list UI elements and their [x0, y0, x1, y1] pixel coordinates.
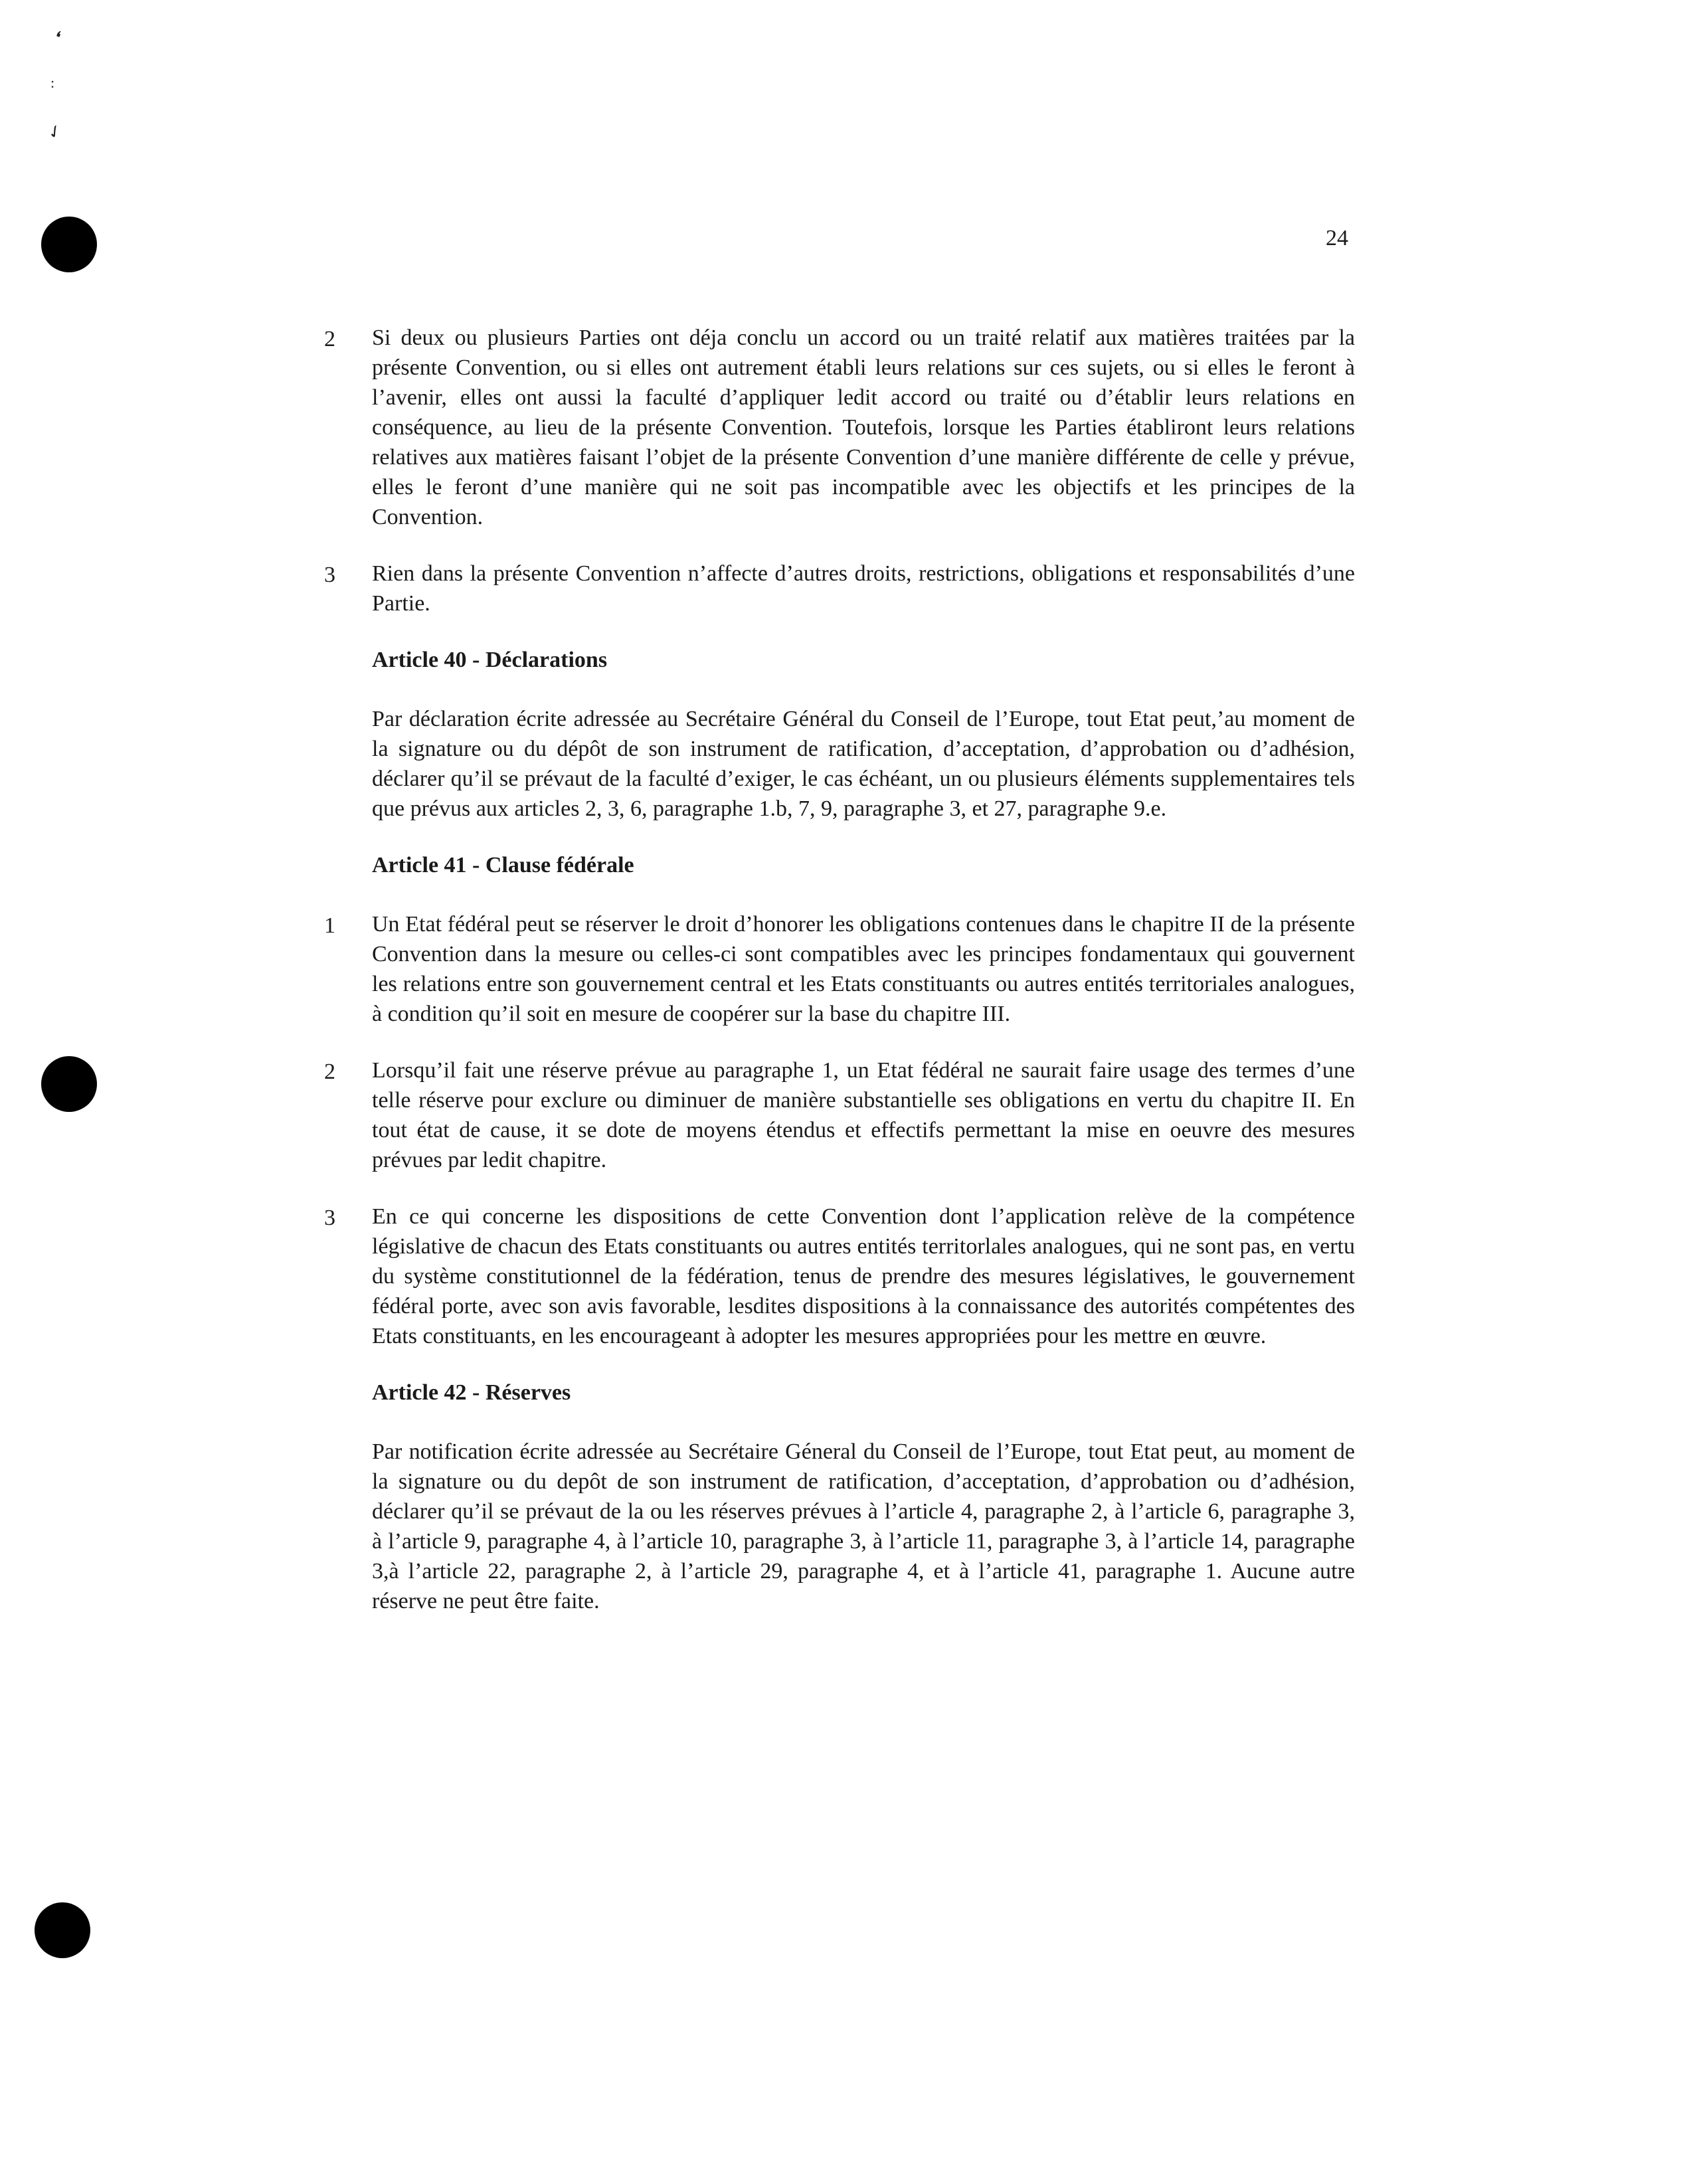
- paragraph-number: 3: [324, 563, 335, 587]
- article-heading: Article 42 - Réserves: [372, 1380, 571, 1405]
- article-heading: Article 40 - Déclarations: [372, 648, 608, 672]
- paragraph-number: 2: [324, 327, 335, 351]
- numbered-paragraph: [324, 1202, 1355, 1351]
- paragraph-number: 2: [324, 1059, 335, 1084]
- article-paragraph: Par notification écrite adressée au Secrétaire Géneral du Conseil de l’Europe, tout Etat peut, au moment de la signature ou du depôt de son instrument de ratification, d’acceptation, d’approbation ou d’adhésion, déclarer qu’il se prévaut de la ou les réserves prévues à l’article 4, paragraphe 2, à l’article 6, paragraphe 3, à l’article 9, paragraphe 4, à l’article 10, paragraphe 3, à l’article 11, paragraphe 3, à l’article 14, paragraphe 3,à l’article 22, paragraphe 2, à l’article 29, paragraphe 4, et à l’article 41, paragraphe 1. Aucune autre réserve ne peut être faite.: [372, 1439, 1355, 1613]
- punch-hole-top: [41, 217, 97, 272]
- paragraph-text: Lorsqu’il fait une réserve prévue au paragraphe 1, un Etat fédéral ne saurait faire usage des termes d’une telle réserve pour exclure ou diminuer de manière substantielle ses obligations en vertu du chapitre II. En tout état de cause, it se dote de moyens étendus et effectifs permettant la mise en oeuvre des mesures prévues par ledit chapitre.: [372, 1058, 1355, 1172]
- numbered-paragraph: [324, 1055, 1355, 1175]
- paragraph-text: Un Etat fédéral peut se réserver le droit d’honorer les obligations contenues dans le chapitre II de la présente Convention dans la mesure ou celles-ci sont compatibles avec les principes fondamentaux qui gouvernent les relations entre son gouvernement central et les Etats constituants ou autres entités territoriales analogues, à condition qu’il soit en mesure de coopérer sur la base du chapitre III.: [372, 912, 1355, 1026]
- document-body: [324, 323, 1355, 1643]
- article-heading: Article 41 - Clause fédérale: [372, 853, 634, 877]
- scan-mark: ✓: [43, 120, 66, 144]
- paragraph-text: Si deux ou plusieurs Parties ont déja conclu un accord ou un traité relatif aux matières traitées par la présente Convention, ou si elles ont autrement établi leurs relations sur ces sujets, ou si elles le feront à l’avenir, elles ont aussi la faculté d’appliquer ledit accord ou traité ou d’établir leurs relations en conséquence, au lieu de la présente Convention. Toutefois, lorsque les Parties établiront leurs relations relatives aux matières faisant l’objet de la présente Convention d’une manière différente de celle y prévue, elles le feront d’une manière qui ne soit pas incompatible avec les objectifs et les principes de la Convention.: [372, 325, 1355, 529]
- numbered-paragraph: [324, 559, 1355, 618]
- numbered-paragraph: [324, 323, 1355, 532]
- numbered-paragraph: [324, 909, 1355, 1029]
- paragraph-text: En ce qui concerne les dispositions de cette Convention dont l’application relève de la compétence législative de chacun des Etats constituants ou autres entités territorlales analogues, qui ne sont pas, en vertu du système constitutionnel de la fédération, tenus de prendre des mesures législatives, le gouvernement fédéral porte, avec son avis favorable, lesdites dispositions à la connaissance des autorités compétentes des Etats constituants, en les encourageant à adopter les mesures appropriées pour les mettre en œuvre.: [372, 1204, 1355, 1348]
- punch-hole-middle: [41, 1056, 97, 1112]
- paragraph-text: Rien dans la présente Convention n’affecte d’autres droits, restrictions, obligations et responsabilités d’une Partie.: [372, 561, 1355, 616]
- punch-hole-bottom: [35, 1902, 90, 1958]
- page-number: 24: [1326, 226, 1348, 250]
- paragraph-number: 3: [324, 1206, 335, 1230]
- scan-mark: :: [50, 74, 55, 91]
- article-paragraph: Par déclaration écrite adressée au Secrétaire Général du Conseil de l’Europe, tout Etat peut,’au moment de la signature ou du dépôt de son instrument de ratification, d’acceptation, d’approbation ou d’adhésion, déclarer qu’il se prévaut de la faculté d’exiger, le cas échéant, un ou plusieurs éléments supplementaires tels que prévus aux articles 2, 3, 6, paragraphe 1.b, 7, 9, paragraphe 3, et 27, paragraphe 9.e.: [372, 707, 1355, 821]
- paragraph-number: 1: [324, 913, 335, 938]
- scan-mark: ❛: [51, 27, 64, 48]
